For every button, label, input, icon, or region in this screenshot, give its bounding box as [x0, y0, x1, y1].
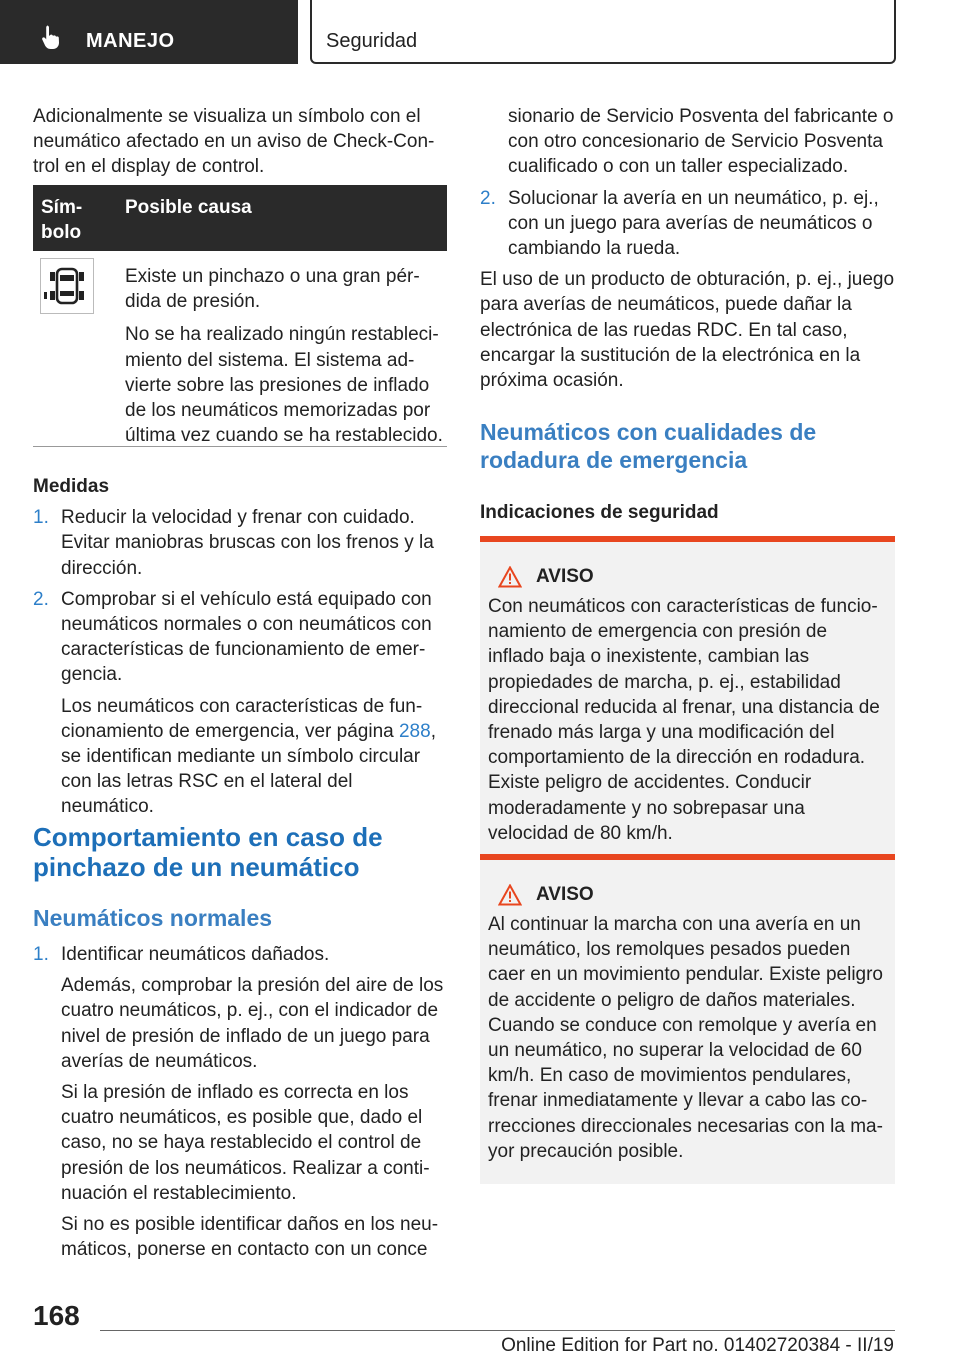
measures-block: [33, 474, 447, 826]
list-item: [480, 104, 896, 180]
runflat-heading: Neumáticos con cualidades de rodadura de emergencia: [480, 419, 817, 473]
sealant-paragraph: El uso de un producto de obturación, p. ej., juego para averías de neumáticos, puede dañar la electrónica de las ruedas RDC. En tal caso, encargar la sustitución de la electrónica en la próxima ocasión.: [480, 269, 895, 392]
page-reference-link[interactable]: 288: [398, 720, 431, 742]
symbol-table-header: [33, 185, 447, 251]
normal-tires-block: [33, 904, 447, 1268]
behavior-heading-block: [33, 822, 447, 882]
normal-text-1: Además, comprobar la presión del aire de los cuatro neumáticos, p. ej., con el indicador de nivel de presión de inflado de un juego para averías de neumáticos.: [61, 975, 444, 1072]
warning-body: Al continuar la marcha con una avería en un neumático, los remolques pesados pueden caer en un movimiento pendular. Existe peligro de accidente o peligro de daños materiales. Cuando se conduce con remolque y avería en un neumático, no superar la velocidad de 60 km/h. En caso de movimientos pendulares, frenar inmediatamente y llevar a cabo las correcciones direccionales necesarias con la mayor precaución posible.: [488, 914, 884, 1162]
warning-title: [488, 566, 887, 588]
measures-title: Medidas: [33, 476, 110, 497]
tire-pressure-car-icon: [40, 258, 94, 314]
list-item: [33, 505, 447, 581]
footer-rule: [100, 1330, 895, 1331]
list-item-text: Identificar neumáticos dañados.: [61, 944, 330, 965]
hand-pointer-icon: [40, 24, 64, 50]
warning-box: [480, 854, 895, 1184]
list-item-text: Solucionar la avería en un neumático, p. ej., con un juego para averías de neumáticos o cambiando la rueda.: [508, 187, 879, 260]
warning-triangle-icon: [498, 566, 522, 588]
header-section-tab: [0, 0, 298, 64]
table-bottom-rule: [33, 446, 447, 447]
table-cause-cell: [125, 264, 447, 456]
list-item: [480, 186, 896, 262]
warning-title-text: AVISO: [536, 884, 594, 905]
list-item: [33, 942, 447, 1262]
list-item-text: Comprobar si el vehículo está equipado con neumáticos normales o con neumáticos con características de funcionamiento de emergencia.: [61, 588, 432, 686]
list-item: [33, 587, 447, 820]
footer-edition: Online Edition for Part no. 01402720384 - II/19: [501, 1335, 894, 1356]
right-continuation: [480, 104, 896, 393]
cause-text-1: Existe un pinchazo o una gran pérdida de presión.: [125, 266, 420, 313]
normal-text-2: Si la presión de inflado es correcta en los cuatro neumáticos, es posible que, dado el caso, no se haya restablecido el control de presión de los neumáticos. Realizar a continuación el restablecimiento.: [61, 1082, 430, 1204]
list-item-number: 2.: [33, 588, 49, 610]
continued-text: sionario de Servicio Posventa del fabricante o con otro concesionario de Servicio Posventa cualificado o con un taller especializado.: [508, 106, 894, 178]
safety-title-block: [480, 500, 896, 525]
cause-text-2: No se ha realizado ningún restablecimiento del sistema. El sistema advierte sobre las presiones de inflado de los neumáticos memorizadas por última vez cuando se ha restablecido.: [125, 324, 443, 447]
warning-triangle-icon: [498, 884, 522, 906]
normal-steps-list: [33, 942, 447, 1262]
normal-text-3: Si no es posible identificar daños en los neumáticos, ponerse en contacto con un conce: [61, 1214, 439, 1261]
extra-text-post: , se identifican mediante un símbolo circular con las letras RSC en el lateral del neumático.: [61, 720, 436, 818]
header-section-label: MANEJO: [86, 30, 175, 52]
behavior-heading: Comportamiento en caso de pinchazo de un neumático: [33, 822, 383, 882]
runflat-heading-block: [480, 418, 896, 474]
warning-box: [480, 536, 895, 866]
intro-text: Adicionalmente se visualiza un símbolo con el neumático afectado en un aviso de Check-Control en el display de control.: [33, 106, 435, 178]
page-number: 168: [33, 1300, 80, 1331]
list-item-number: 1.: [33, 944, 49, 965]
warning-title-text: AVISO: [536, 566, 594, 587]
list-item-extra: [61, 694, 447, 820]
table-header-symbol: Símbolo: [41, 197, 83, 243]
continued-steps-list: [480, 104, 896, 261]
warning-body: Con neumáticos con características de funcionamiento de emergencia con presión de inflado baja o inexistente, cambian las propiedades de marcha, p. ej., estabilidad direccional reducida al frenar, una distancia de frenado más larga y una modificación del comportamiento de la dirección en rodadura. Existe peligro de accidentes. Conducir moderadamente y no sobrepasar una velocidad de 80 km/h.: [488, 596, 880, 844]
list-item-number: 2.: [480, 187, 496, 209]
table-header-cause: Posible causa: [125, 197, 252, 218]
warning-title: [488, 884, 887, 906]
list-item-number: 1.: [33, 507, 49, 529]
header-chapter-label: Seguridad: [326, 30, 418, 52]
normal-tires-heading: Neumáticos normales: [33, 905, 273, 931]
measures-list: [33, 505, 447, 819]
extra-text-pre: Los neumáticos con características de funcionamiento de emergencia, ver página: [61, 695, 423, 742]
safety-title: Indicaciones de seguridad: [480, 502, 719, 523]
list-item-text: Reducir la velocidad y frenar con cuidado. Evitar maniobras bruscas con los frenos y la dirección.: [61, 507, 434, 579]
header-chapter-box: [310, 0, 896, 64]
intro-paragraph: [33, 104, 447, 180]
